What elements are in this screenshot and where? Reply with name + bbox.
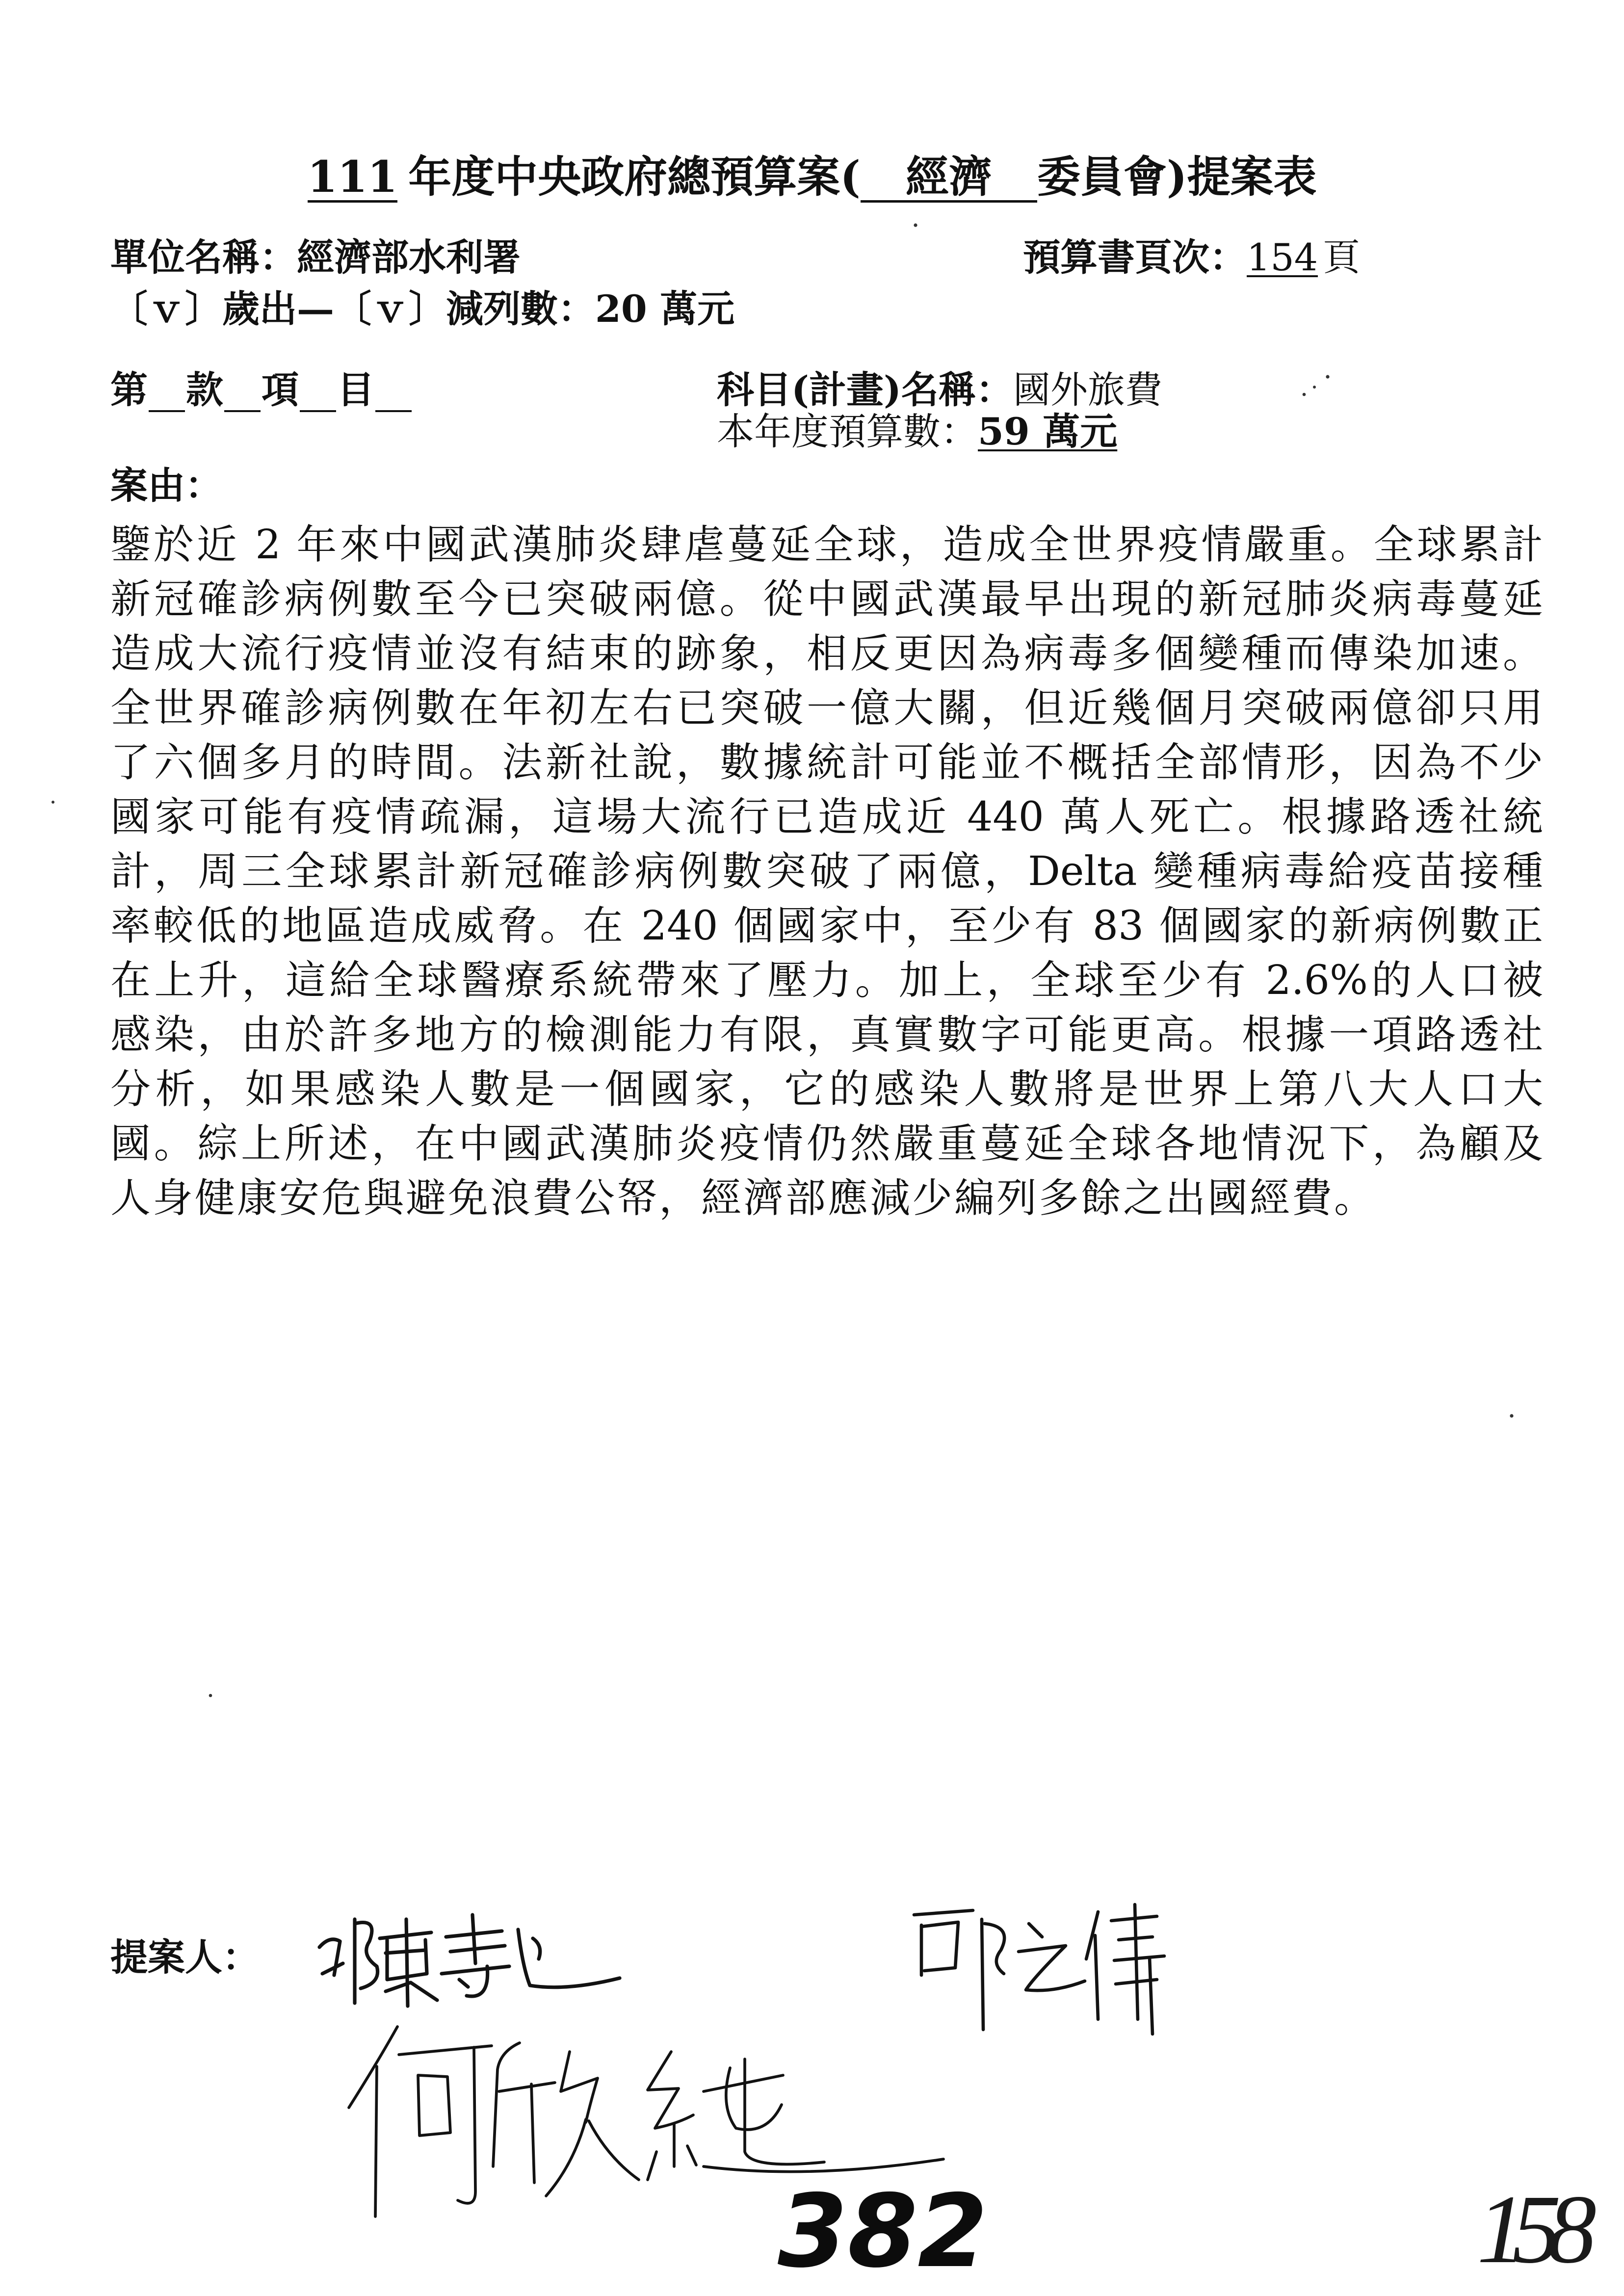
proposer-label: 提案人： xyxy=(110,1935,260,1979)
scan-speck xyxy=(1510,1414,1513,1417)
reason-line: 了六個多月的時間。法新社說，數據統計可能並不概括全部情形，因為不少 xyxy=(110,739,1543,786)
reason-line: 國家可能有疫情疏漏，這場大流行已造成近 440 萬人死亡。根據路透社統 xyxy=(110,794,1543,840)
title-year: 111 xyxy=(307,151,398,202)
signature-stroke xyxy=(648,2052,693,2128)
signature-stroke xyxy=(687,2146,696,2165)
signature-stroke xyxy=(386,1950,425,1953)
subject-value: 國外旅費 xyxy=(1013,368,1162,412)
signature-stroke xyxy=(914,1910,973,1915)
reason-line: 人身健康安危與避免浪費公帑，經濟部應減少編列多餘之出國經費。 xyxy=(110,1175,1377,1222)
signature-stroke xyxy=(1114,1956,1164,1960)
subject-row xyxy=(717,368,1162,412)
signature-stroke xyxy=(386,1983,437,2000)
signature-1 xyxy=(319,1915,620,2006)
reason-line: 分析，如果感染人數是一個國家，它的感染人數將是世界上第八大人口大 xyxy=(110,1066,1543,1113)
signature-stroke xyxy=(1019,1946,1085,1990)
signature-stroke xyxy=(459,1980,468,1987)
scan-speck xyxy=(52,801,54,804)
signature-stroke xyxy=(1095,1935,1098,2019)
reason-line: 國。綜上所述，在中國武漢肺炎疫情仍然嚴重蔓延全球各地情況下，為顧及 xyxy=(110,1121,1543,1167)
reason-line: 鑒於近 2 年來中國武漢肺炎肆虐蔓延全球，造成全世界疫情嚴重。全球累計 xyxy=(110,522,1543,568)
signature-stroke xyxy=(921,1922,958,1971)
classification-kuan: 款 xyxy=(186,368,223,412)
signature-stroke xyxy=(726,2068,782,2130)
signature-stroke xyxy=(1116,1980,1157,1984)
signature-stroke xyxy=(704,2075,783,2091)
blank-field xyxy=(149,376,185,412)
scan-speck xyxy=(914,223,917,227)
signature-stroke xyxy=(1150,1957,1153,2034)
signature-stroke xyxy=(561,2052,598,2122)
budget-page-label: 預算書頁次： xyxy=(1023,235,1247,279)
signature-stroke xyxy=(322,1963,343,1974)
title-text-2: 委員會)提案表 xyxy=(1037,151,1317,202)
scan-speck xyxy=(1326,375,1329,378)
subject-label: 科目(計畫)名稱： xyxy=(717,368,1013,412)
signature-stroke xyxy=(745,2059,824,2164)
annual-budget-value: 59 萬元 xyxy=(978,410,1118,453)
title-text-1: 年度中央政府總預算案( xyxy=(408,151,861,202)
signature-stroke xyxy=(1119,1937,1153,1940)
blank-field xyxy=(375,376,412,412)
unit-row xyxy=(110,235,521,280)
signature-stroke xyxy=(499,2083,555,2091)
signature-stroke xyxy=(467,1966,488,1996)
reason-body xyxy=(110,518,1543,1226)
signature-stroke xyxy=(355,1923,378,1988)
signature-stroke xyxy=(533,1938,540,1959)
reason-line: 造成大流行疫情並沒有結束的跡象，相反更因為病毒多個變種而傳染加速。 xyxy=(110,630,1543,677)
signature-stroke xyxy=(982,1919,983,2030)
unit-label: 單位名稱： xyxy=(110,235,297,279)
scan-speck xyxy=(209,1694,212,1697)
signature-stroke xyxy=(450,1946,505,1952)
classification-di: 第 xyxy=(110,368,148,412)
unit-value: 經濟部水利署 xyxy=(297,235,521,279)
signature-stroke xyxy=(985,1924,1004,1974)
signature-stroke xyxy=(1029,1924,1042,1937)
budget-page-unit: 頁 xyxy=(1323,235,1361,279)
signature-stroke xyxy=(387,1940,427,1980)
signature-stroke xyxy=(349,2027,397,2108)
handwritten-number: 382 xyxy=(778,2173,988,2290)
classification-row xyxy=(110,368,413,412)
reason-line: 感染，由於許多地方的檢測能力有限，真實數字可能更高。根據一項路透社 xyxy=(110,1012,1543,1058)
classification-xiang: 項 xyxy=(262,368,299,412)
signature-stroke xyxy=(380,1932,431,1938)
signature-stroke xyxy=(1135,1905,1138,2019)
budget-page-number: 154 xyxy=(1247,235,1318,279)
reason-line: 計，周三全球累計新冠確診病例數突破了兩億，Delta 變種病毒給疫苗接種 xyxy=(110,848,1543,895)
reduction-row: 〔ｖ〕歲出—〔ｖ〕減列數：20 萬元 xyxy=(110,287,735,331)
scan-speck xyxy=(1313,386,1316,389)
signature-stroke xyxy=(589,2121,639,2180)
budget-page-row xyxy=(1023,235,1360,280)
signature-stroke xyxy=(319,1939,340,1975)
signature-stroke xyxy=(531,2084,534,2183)
signature-stroke xyxy=(1086,1912,1098,1959)
scan-speck xyxy=(1303,393,1306,396)
reason-line: 全世界確診病例數在年初左右已突破一億大關，但近幾個月突破兩億卻只用 xyxy=(110,685,1543,731)
signature-stroke xyxy=(399,2046,492,2055)
signature-stroke xyxy=(472,1915,475,1963)
signature-stroke xyxy=(1111,1916,1157,1921)
reason-line: 新冠確診病例數至今已突破兩億。從中國武漢最早出現的新冠肺炎病毒蔓延 xyxy=(110,576,1543,623)
reason-label: 案由： xyxy=(110,464,222,507)
blank-field xyxy=(224,376,261,412)
annual-budget-row xyxy=(717,410,1117,454)
blank-field xyxy=(300,376,336,412)
form-title xyxy=(0,150,1624,204)
title-committee: 經濟 xyxy=(861,153,1037,203)
signature-stroke xyxy=(446,1931,502,1937)
signature-stroke xyxy=(648,2152,656,2180)
signature-stroke xyxy=(518,1930,620,1987)
signature-2 xyxy=(914,1905,1164,2034)
signature-stroke xyxy=(493,2043,520,2166)
signature-stroke xyxy=(406,1919,408,2006)
signature-stroke xyxy=(375,2066,377,2217)
annual-budget-label: 本年度預算數： xyxy=(717,410,978,453)
reason-line: 在上升，這給全球醫療系統帶來了壓力。加上，全球至少有 2.6%的人口被 xyxy=(110,957,1543,1004)
signature-stroke xyxy=(704,2159,943,2172)
signature-stroke xyxy=(442,1966,509,1974)
reason-line: 率較低的地區造成威脅。在 240 個國家中，至少有 83 個國家的新病例數正 xyxy=(110,903,1543,949)
handwritten-page-number: 158 xyxy=(1477,2175,1583,2284)
signature-stroke xyxy=(546,2119,586,2196)
signature-stroke xyxy=(458,2047,475,2203)
classification-mu: 目 xyxy=(337,368,374,412)
signature-stroke xyxy=(418,2075,450,2136)
